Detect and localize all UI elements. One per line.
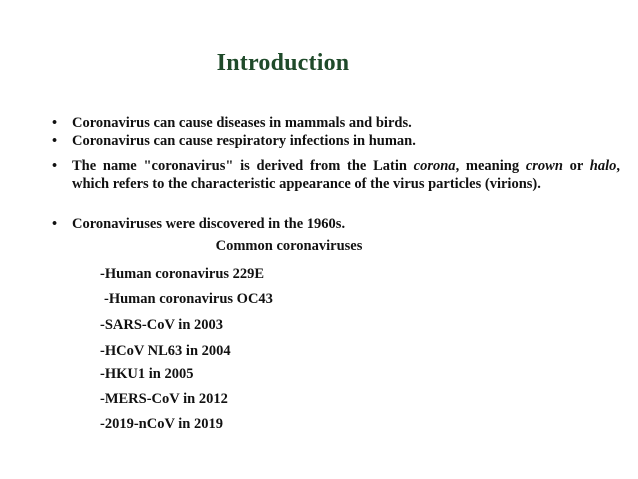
bullet-text-part: , which refers to the characteristic appearance of the virus particles (virions). [72,158,620,192]
virus-list-item: -MERS-CoV in 2012 [100,391,228,407]
italic-term-halo: halo [589,158,617,174]
bullet-marker: • [52,158,58,174]
italic-term-crown: crown [525,158,563,174]
bullet-item [52,158,620,193]
virus-list-item: -Human coronavirus 229E [100,266,265,282]
bullet-item [52,133,612,151]
virus-list-item: -Human coronavirus OC43 [104,291,273,307]
italic-term-corona: corona [413,158,456,174]
virus-list-item: -HKU1 in 2005 [100,366,194,382]
bullet-text-part: or [562,158,590,174]
bullet-text [72,158,620,193]
virus-list-item: -SARS-CoV in 2003 [100,317,224,333]
bullet-text: Coronaviruses were discovered in the 1960s. [72,216,346,232]
bullet-item [52,115,612,133]
slide-title: Introduction [216,50,350,76]
virus-list-item: -2019-nCoV in 2019 [100,416,223,432]
bullet-text-part: , meaning [455,158,526,174]
bullet-text: Coronavirus can cause respiratory infections in human. [72,133,416,149]
bullet-item [52,216,612,234]
section-subheading: Common coronaviruses [215,238,363,254]
bullet-marker: • [52,216,58,232]
bullet-marker: • [52,133,58,149]
bullet-marker: • [52,115,58,131]
bullet-text-part: The name "coronavirus" is derived from the Latin [72,158,414,174]
bullet-text: Coronavirus can cause diseases in mammals and birds. [72,115,412,131]
virus-list-item: -HCoV NL63 in 2004 [100,343,231,359]
